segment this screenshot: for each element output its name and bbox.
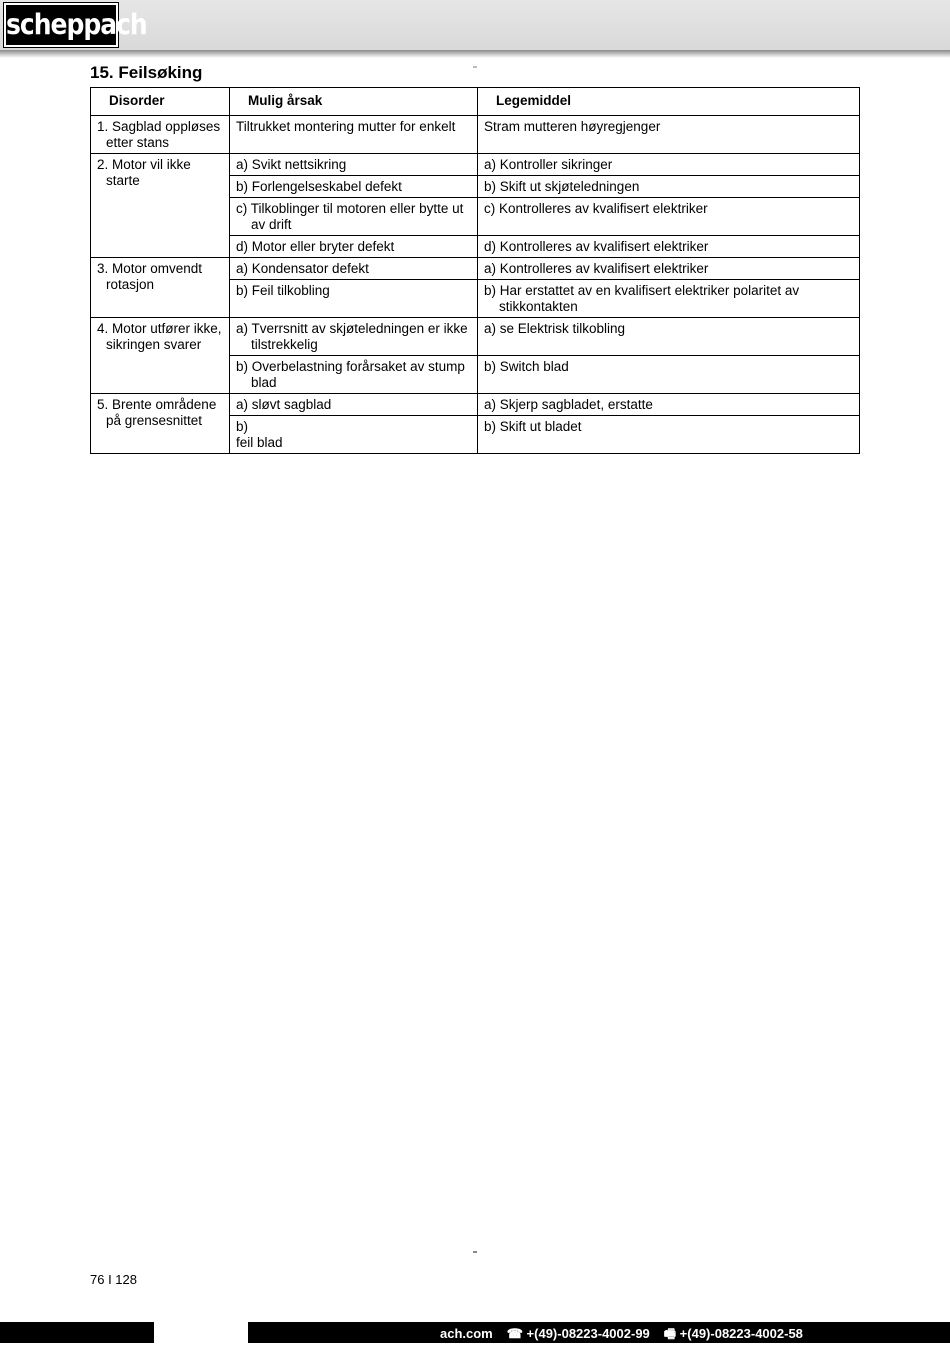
footer-web: ach.com [440, 1326, 493, 1341]
disorder-cell: 3. Motor omvendt rotasjon [91, 258, 230, 318]
footer-phone: ☎ +(49)-08223-4002-99 [506, 1326, 650, 1341]
table-row [91, 394, 860, 416]
remedy-cell: a) Skjerp sagbladet, erstatte [478, 394, 860, 416]
remedy-cell: b) Skift ut bladet [478, 416, 860, 454]
cause-line: b) [236, 419, 249, 434]
cause-cell: a) Svikt nettsikring [230, 154, 478, 176]
disorder-cell: 1. Sagblad oppløses etter stans [91, 116, 230, 154]
cause-cell [230, 416, 478, 454]
cause-line: feil blad [236, 435, 283, 450]
footer-fax: 🖷 +(49)-08223-4002-58 [663, 1326, 803, 1341]
cause-cell: a) Kondensator defekt [230, 258, 478, 280]
remedy-cell: a) Kontroller sikringer [478, 154, 860, 176]
decorative-mark [473, 1251, 477, 1253]
header-shadow [0, 50, 950, 58]
brand-logo [4, 3, 147, 47]
table-row [91, 258, 860, 280]
cause-cell: b) Overbelastning forårsaket av stump blad [230, 356, 478, 394]
cause-cell: c) Tilkoblinger til motoren eller bytte ut av drift [230, 198, 478, 236]
remedy-cell: b) Switch blad [478, 356, 860, 394]
disorder-cell: 2. Motor vil ikke starte [91, 154, 230, 258]
decorative-mark [473, 66, 477, 68]
table-row [91, 116, 860, 154]
remedy-cell: a) Kontrolleres av kvalifisert elektriker [478, 258, 860, 280]
remedy-cell: b) Har erstattet av en kvalifisert elektriker polaritet av stikkontakten [478, 280, 860, 318]
remedy-cell: d) Kontrolleres av kvalifisert elektriker [478, 236, 860, 258]
cause-cell: Tiltrukket montering mutter for enkelt [230, 116, 478, 154]
cause-cell: b) Feil tilkobling [230, 280, 478, 318]
column-header-remedy: Legemiddel [478, 88, 860, 116]
table-header-row [91, 88, 860, 116]
brand-logo-text: scheppach [6, 7, 147, 42]
column-header-disorder: Disorder [91, 88, 230, 116]
disorder-cell: 5. Brente områdene på grensesnittet [91, 394, 230, 454]
remedy-cell: Stram mutteren høyregjenger [478, 116, 860, 154]
troubleshooting-table [90, 87, 860, 454]
cause-cell: a) sløvt sagblad [230, 394, 478, 416]
cause-cell: a) Tverrsnitt av skjøteledningen er ikke tilstrekkelig [230, 318, 478, 356]
table-row [91, 318, 860, 356]
disorder-cell: 4. Motor utfører ikke, sikringen svarer [91, 318, 230, 394]
page-number: 76 I 128 [90, 1272, 137, 1287]
column-header-cause: Mulig årsak [230, 88, 478, 116]
section-title: 15. Feilsøking [90, 63, 203, 82]
table-row [91, 154, 860, 176]
footer-gap [154, 1322, 248, 1343]
remedy-cell: a) se Elektrisk tilkobling [478, 318, 860, 356]
footer-contact [440, 1325, 803, 1347]
cause-cell: b) Forlengelseskabel defekt [230, 176, 478, 198]
cause-cell: d) Motor eller bryter defekt [230, 236, 478, 258]
remedy-cell: c) Kontrolleres av kvalifisert elektriker [478, 198, 860, 236]
remedy-cell: b) Skift ut skjøteledningen [478, 176, 860, 198]
